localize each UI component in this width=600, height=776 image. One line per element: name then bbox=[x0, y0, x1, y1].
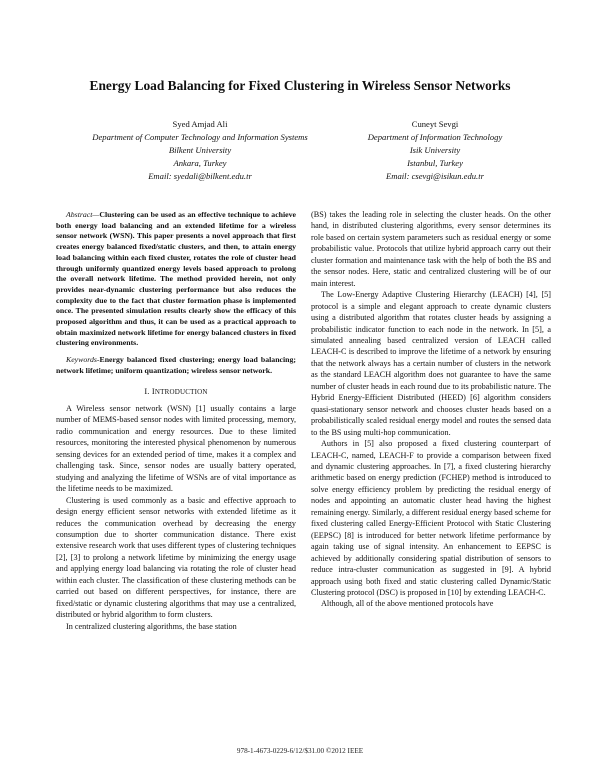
copyright-footer: 978-1-4673-0229-6/12/$31.00 ©2012 IEEE bbox=[236, 747, 364, 755]
body-paragraph: The Low-Energy Adaptive Clustering Hierarchy (LEACH) [4], [5] protocol is a simple and elegant approach to create dynamic clusters using a distributed algorithm that rotates cluster heads by assigning a probabilistic indicator function to each node in the network. In [5], a simulated annealing based centralized version of LEACH called LEACH-C is described to improve the lifetime of a network by ensuring that the network always has a certain number of clusters in the network as the standard LEACH algorithm does not guarantee to have the same number of cluster heads in each round due to its probabilistic nature. The Hybrid Energy-Efficient Distributed (HEED) [6] algorithm considers quasi-stationary sensor network and chooses cluster heads based on a probabilistically scaled residual energy model and routes the sensed data to the BS using multi-hop communication. bbox=[311, 290, 551, 437]
body-paragraph: In centralized clustering algorithms, the base station bbox=[66, 621, 237, 631]
author-location: Istanbul, Turkey bbox=[407, 158, 463, 168]
paper-title: Energy Load Balancing for Fixed Clustering in Wireless Sensor Networks bbox=[89, 78, 511, 93]
author-location: Ankara, Turkey bbox=[173, 158, 227, 168]
section-number: I. bbox=[144, 386, 150, 396]
author-department: Department of Computer Technology and Information Systems bbox=[92, 132, 308, 142]
body-paragraph: A Wireless sensor network (WSN) [1] usually contains a large number of MEMS-based sensor nodes with limited processing, memory, radio communication and energy resources. Due to these limited resources, monitoring the interested physical phenomenon by numerous sensing devices for an extended period of time, makes it a complex and challenging task. Since, sensor nodes are usually battery operated, studying and analyzing the lifetime of WSNs are of vital importance as the lifetime needs to be maximized. bbox=[56, 404, 296, 494]
body-paragraph: (BS) takes the leading role in selecting the cluster heads. On the other hand, in distributed clustering algorithms, every sensor determines its role based on certain system parameters such as residual energy or some probabilistic value. Protocols that utilize hybrid approach carry out their cluster formation and maintenance task with the help of both the BS and the sensor nodes. Here, static and centralized clustering will be of our main interest. bbox=[311, 210, 551, 288]
author-block-2 bbox=[300, 118, 570, 183]
keywords-text: Energy balanced fixed clustering; energy load balancing; network lifetime; uniform quantization; wireless sensor network. bbox=[56, 355, 296, 375]
keywords-lead: Keywords- bbox=[66, 355, 100, 365]
author-name: Cuneyt Sevgi bbox=[411, 119, 459, 129]
right-column bbox=[311, 209, 551, 610]
author-university: Bilkent University bbox=[168, 145, 232, 155]
section-title-initial: I bbox=[151, 386, 155, 396]
author-university: Isik University bbox=[409, 145, 461, 155]
author-name: Syed Amjad Ali bbox=[172, 119, 228, 129]
abstract-lead: Abstract— bbox=[66, 210, 100, 219]
author-email: Email: syedali@bilkent.edu.tr bbox=[148, 171, 252, 181]
abstract-text: Clustering can be used as an effective technique to achieve both energy load balancing and an extended lifetime for a wireless sensor network (WSN). This paper presents a novel approach that first creates energy balanced fixed/static clusters, and then, to attain energy load balancing within each fixed cluster, rotates the role of cluster head through uniformly quantized energy levels based approach to prolong the overall network lifetime. The method provided herein, not only provides near-dynamic clustering performance but also reduces the complexity due to the fact that cluster formation phase is implemented once. The presented simulation results clearly show the efficacy of this proposed algorithm and thus, it can be used as a practical approach to obtain maximized network lifetime for energy balanced clusters in fixed clustering environments. bbox=[56, 210, 296, 348]
author-department: Department of Information Technology bbox=[367, 132, 503, 142]
author-block-1 bbox=[65, 118, 335, 183]
body-paragraph: Clustering is used commonly as a basic and effective approach to design energy efficient sensor networks with extended lifetime as it reduces the communication overhead by decreasing the energy consumption due to shorter communication distance. There exist extensive research work that uses different types of clustering techniques [2], [3] to prolong a network lifetime by minimizing the energy usage and applying energy load balancing via rotating the role of cluster head within each cluster. The classification of these clustering methods can be carried out based on different perspectives, for instance, there are fixed/static or dynamic clustering algorithms that may use a centralized, distributed or hybrid algorithm to form clusters. bbox=[56, 495, 296, 620]
section-title-rest: NTRODUCTION bbox=[154, 387, 208, 396]
author-email: Email: csevgi@isikun.edu.tr bbox=[386, 171, 484, 181]
body-paragraph: Authors in [5] also proposed a fixed clustering counterpart of LEACH-C, named, LEACH-F to provide a comparison between fixed and dynamic clustering approaches. In [7], a fixed clustering hierarchy arithmetic based on energy prediction (FCHEP) method is introduced to solve energy efficiency problem by predicting the residual energy of nodes and appointing an automatic cluster head having the highest remaining energy. Similarly, a different residual energy based scheme for fixed clustering called Energy-Efficient Protocol with Static Clustering (EEPSC) [8] is introduced for better network lifetime performance by again taking use of signal intensity. An enhancement to EEPSC is achieved by additionally considering spatial distribution of sensors to reduce intra-cluster communication as suggested in [9]. A hybrid approach using both fixed and static clustering called Dynamic/Static Clustering protocol (DSC) is proposed in [10] by extending LEACH-C. bbox=[311, 439, 551, 597]
left-column bbox=[56, 210, 296, 632]
abstract bbox=[56, 210, 296, 349]
section-heading bbox=[56, 386, 296, 398]
body-paragraph: Although, all of the above mentioned protocols have bbox=[321, 599, 494, 609]
keywords bbox=[56, 355, 296, 376]
